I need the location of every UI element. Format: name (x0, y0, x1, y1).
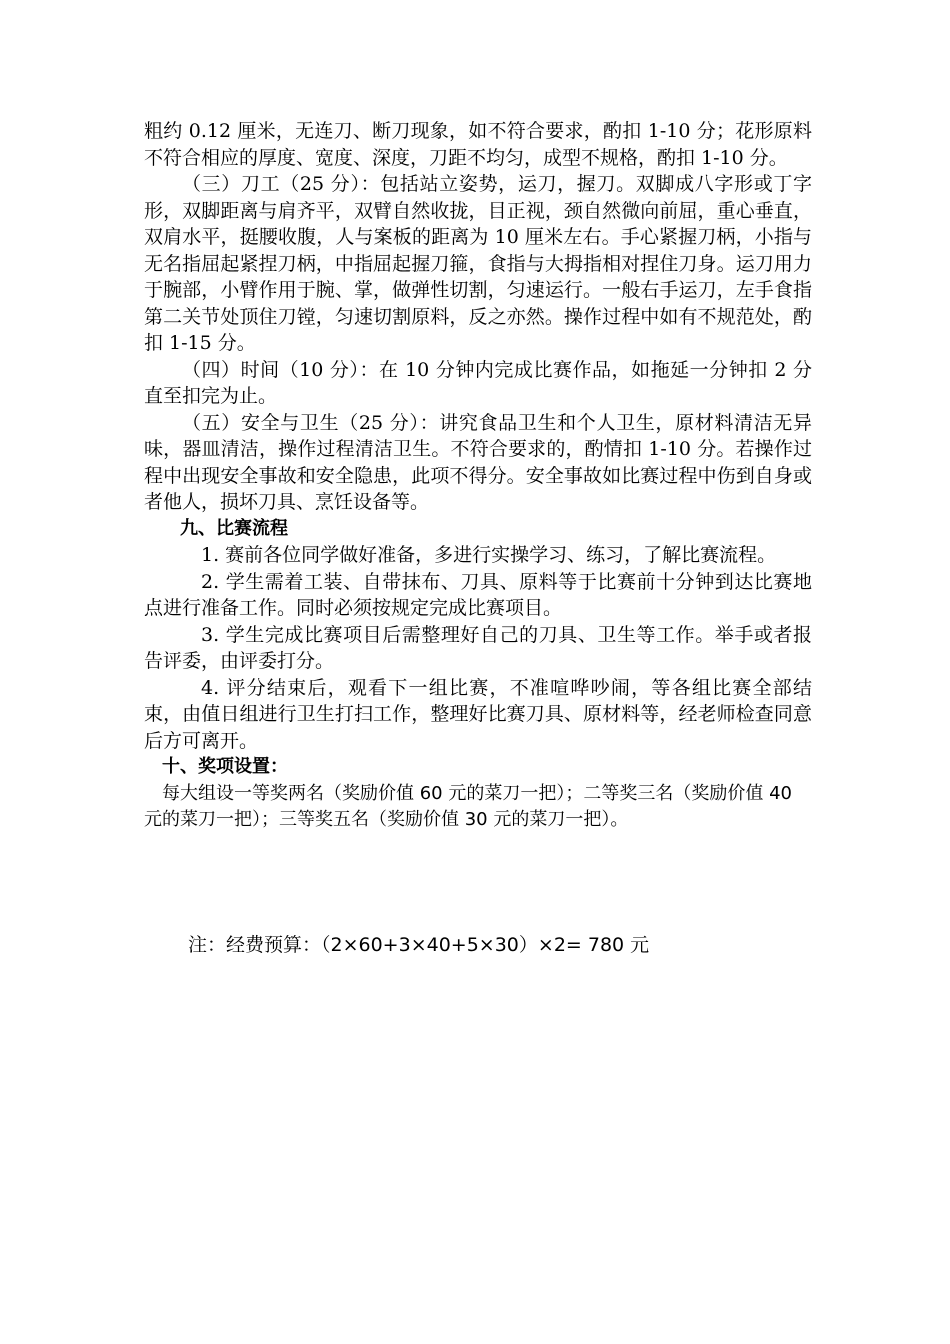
paragraph-time: （四）时间（10 分）：在 10 分钟内完成比赛作品，如拖延一分钟扣 2 分直至扣完为止。 (144, 358, 812, 407)
section-heading-competition-process: 九、比赛流程 (180, 517, 288, 539)
paragraph-pattern-requirements: 粗约 0.12 厘米，无连刀、断刀现象，如不符合要求，酌扣 1-10 分；花形原料不符合相应的厚度、宽度、深度，刀距不均匀，成型不规格，酌扣 1-10 分。 (144, 120, 812, 169)
paragraph-safety-hygiene: （五）安全与卫生（25 分）：讲究食品卫生和个人卫生，原材料清洁无异味，器皿清洁，操作过程清洁卫生。不符合要求的，酌情扣 1-10 分。若操作过程中出现安全事故和安全隐患，此项不得分。安全事故如比赛过程中伤到自身或者他人，损坏刀具、烹饪设备等。 (144, 411, 812, 513)
paragraph-awards: 每大组设一等奖两名（奖励价值 60 元的菜刀一把）；二等奖三名（奖励价值 40 元的菜刀一把）；三等奖五名（奖励价值 30 元的菜刀一把）。 (144, 782, 792, 830)
paragraph-knife-skills: （三）刀工（25 分）：包括站立姿势，运刀，握刀。双脚成八字形或丁字形，双脚距离与肩齐平，双臂自然收拢，目正视，颈自然微向前屈，重心垂直，双肩水平，挺腰收腹，人与案板的距离为 10 厘米左右。手心紧握刀柄，小指与无名指屈起紧捏刀柄，中指屈起握刀箍，食指与大拇指相对捏住刀身。运刀用力于腕部，小臂作用于腕、掌，做弹性切割，匀速运行。一般右手运刀，左手食指第二关节处顶住刀镗，匀速切割原料，反之亦然。操作过程中如有不规范处，酌扣 1-15 分。 (144, 173, 812, 354)
section-heading-awards: 十、奖项设置： (162, 756, 288, 777)
list-item-process-2: 2. 学生需着工装、自带抹布、刀具、原料等于比赛前十分钟到达比赛地点进行准备工作。同时必须按规定完成比赛项目。 (144, 570, 812, 619)
list-item-process-3: 3. 学生完成比赛项目后需整理好自己的刀具、卫生等工作。举手或者报告评委，由评委打分。 (144, 623, 812, 672)
budget-note: 注：经费预算：（2×60+3×40+5×30）×2= 780 元 (188, 934, 650, 956)
document-body (144, 118, 812, 834)
list-item-process-1: 1. 赛前各位同学做好准备，多进行实操学习、练习，了解比赛流程。 (201, 544, 777, 566)
list-item-process-4: 4. 评分结束后，观看下一组比赛，不准喧哗吵闹，等各组比赛全部结束，由值日组进行卫生打扫工作，整理好比赛刀具、原材料等，经老师检查同意后方可离开。 (144, 676, 812, 752)
